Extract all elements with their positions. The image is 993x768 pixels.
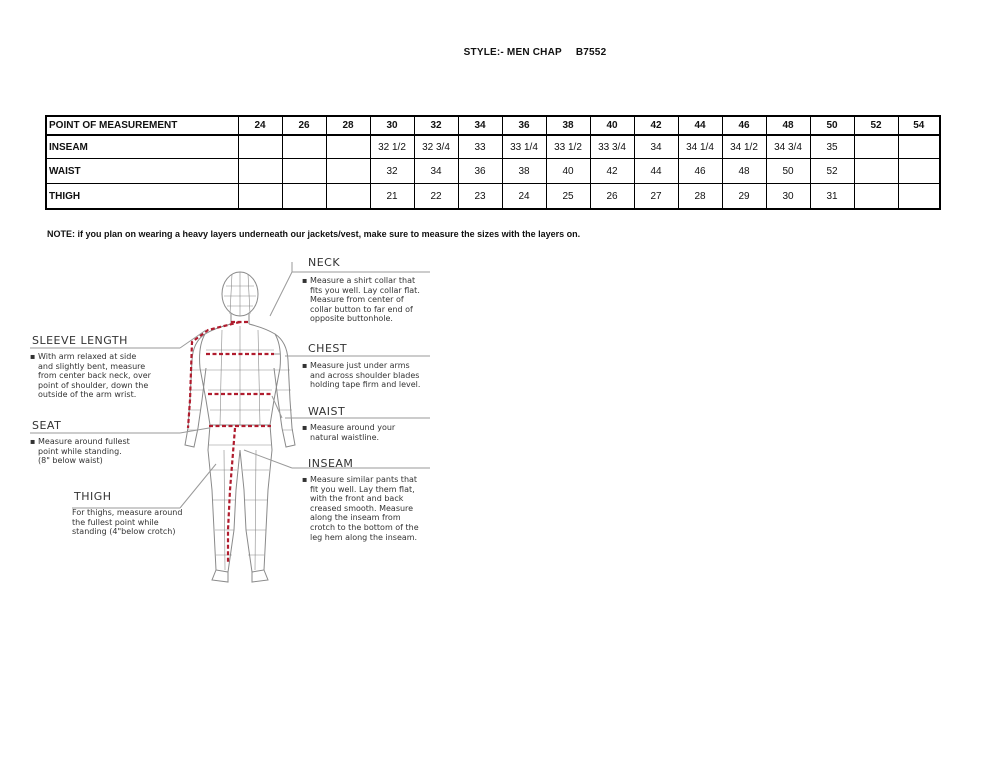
inseam-description: [302, 475, 419, 542]
description-line: [30, 352, 151, 362]
table-cell: 48: [722, 159, 766, 184]
table-cell: 33 3/4: [590, 135, 634, 159]
inseam-heading: INSEAM: [308, 457, 354, 470]
description-text: and across shoulder blades: [310, 370, 420, 380]
table-cell: 34 3/4: [766, 135, 810, 159]
style-label: STYLE:- MEN CHAP: [463, 47, 562, 58]
style-code: B7552: [575, 47, 607, 58]
description-text: with the front and back: [310, 494, 404, 504]
description-line: [302, 380, 420, 390]
header-cell-size-46: 46: [722, 116, 766, 135]
table-cell: 30: [766, 184, 810, 210]
header-cell-size-34: 34: [458, 116, 502, 135]
table-cell: [282, 135, 326, 159]
table-cell: [854, 159, 898, 184]
description-text: along the inseam from: [310, 513, 401, 523]
description-line: [72, 518, 182, 528]
table-cell: 23: [458, 184, 502, 210]
description-line: [302, 361, 420, 371]
table-cell: 24: [502, 184, 546, 210]
description-text: standing (4"below crotch): [72, 527, 176, 537]
table-row: [46, 135, 940, 159]
header-cell-size-44: 44: [678, 116, 722, 135]
description-text: crotch to the bottom of the: [310, 522, 419, 532]
description-text: Measure around fullest: [38, 437, 130, 446]
header-cell-size-32: 32: [414, 116, 458, 135]
description-line: [302, 286, 420, 296]
table-cell: [854, 184, 898, 210]
description-text: point while standing.: [38, 446, 122, 456]
sleeve-length-heading: SLEEVE LENGTH: [32, 334, 128, 347]
header-cell-size-36: 36: [502, 116, 546, 135]
header-cell-size-50: 50: [810, 116, 854, 135]
figure-legs: [208, 425, 272, 572]
row-label: WAIST: [46, 159, 238, 184]
seat-description: [30, 437, 130, 466]
table-cell: 28: [678, 184, 722, 210]
description-text: For thighs, measure around: [72, 508, 183, 517]
table-cell: [326, 135, 370, 159]
table-cell: [238, 184, 282, 210]
row-label: THIGH: [46, 184, 238, 210]
description-text: the fullest point while: [72, 517, 159, 527]
description-text: Measure around your: [310, 423, 396, 432]
table-cell: 21: [370, 184, 414, 210]
header-cell-size-26: 26: [282, 116, 326, 135]
description-text: point of shoulder, down the: [38, 380, 149, 390]
description-text: and slightly bent, measure: [38, 361, 146, 371]
description-line: [302, 494, 419, 504]
table-cell: 44: [634, 159, 678, 184]
description-text: opposite buttonhole.: [310, 314, 393, 324]
table-cell: [326, 159, 370, 184]
header-cell-size-42: 42: [634, 116, 678, 135]
header-cell-size-30: 30: [370, 116, 414, 135]
description-line: [30, 390, 151, 400]
measure-lines: [188, 322, 274, 562]
table-cell: 46: [678, 159, 722, 184]
table-cell: 52: [810, 159, 854, 184]
table-cell: [282, 159, 326, 184]
table-cell: [282, 184, 326, 210]
description-line: [302, 433, 395, 443]
table-cell: 34 1/4: [678, 135, 722, 159]
description-text: collar button to far end of: [310, 304, 413, 314]
header-cell-size-52: 52: [854, 116, 898, 135]
seat-heading: SEAT: [32, 419, 62, 432]
description-line: [30, 381, 151, 391]
waist-heading: WAIST: [308, 405, 346, 418]
table-cell: 32: [370, 159, 414, 184]
table-cell: 42: [590, 159, 634, 184]
description-text: creased smooth. Measure: [310, 503, 414, 513]
table-cell: 50: [766, 159, 810, 184]
table-cell: 33 1/4: [502, 135, 546, 159]
table-cell: [898, 184, 940, 210]
description-text: Measure from center of: [310, 295, 404, 305]
table-cell: [854, 135, 898, 159]
table-cell: 34 1/2: [722, 135, 766, 159]
chest-heading: CHEST: [308, 342, 348, 355]
sleeve-measure-line: [188, 322, 240, 428]
description-line: [72, 508, 182, 518]
table-cell: 36: [458, 159, 502, 184]
description-text: (8" below waist): [38, 456, 103, 466]
description-line: [302, 504, 419, 514]
header-cell-size-48: 48: [766, 116, 810, 135]
chest-description: [302, 361, 420, 390]
table-cell: 33: [458, 135, 502, 159]
table-cell: [898, 159, 940, 184]
description-line: [302, 513, 419, 523]
table-cell: 27: [634, 184, 678, 210]
inseam-measure-line: [228, 428, 235, 562]
description-line: [30, 437, 130, 447]
description-line: [72, 527, 182, 537]
bullet-icon: ▪: [302, 423, 308, 432]
neck-description: [302, 276, 420, 324]
size-chart-table: [45, 115, 941, 210]
table-cell: 38: [502, 159, 546, 184]
table-cell: 32 1/2: [370, 135, 414, 159]
description-text: Measure a shirt collar that: [310, 276, 416, 285]
bullet-icon: ▪: [302, 475, 308, 484]
description-line: [30, 371, 151, 381]
bullet-icon: ▪: [30, 437, 36, 446]
description-line: [302, 305, 420, 315]
description-line: [30, 456, 130, 466]
bullet-icon: ▪: [30, 352, 36, 361]
table-cell: 34: [414, 159, 458, 184]
description-line: [302, 371, 420, 381]
table-cell: 34: [634, 135, 678, 159]
row-label: INSEAM: [46, 135, 238, 159]
description-line: [30, 362, 151, 372]
description-line: [302, 533, 419, 543]
bullet-icon: ▪: [302, 276, 308, 285]
description-text: Measure similar pants that: [310, 475, 418, 484]
description-text: from center back neck, over: [38, 371, 151, 381]
description-line: [302, 314, 420, 324]
bullet-icon: ▪: [302, 361, 308, 370]
table-row: [46, 159, 940, 184]
page-title: [0, 47, 993, 58]
table-cell: [898, 135, 940, 159]
description-text: outside of the arm wrist.: [38, 390, 137, 400]
neck-heading: NECK: [308, 256, 341, 269]
table-cell: 40: [546, 159, 590, 184]
header-cell-size-28: 28: [326, 116, 370, 135]
measurement-guide: [30, 250, 440, 590]
table-cell: [238, 159, 282, 184]
description-line: [30, 447, 130, 457]
table-cell: 29: [722, 184, 766, 210]
header-cell-point-of-measurement: POINT OF MEASUREMENT: [46, 116, 238, 135]
description-text: holding tape firm and level.: [310, 380, 421, 390]
table-cell: [326, 184, 370, 210]
description-text: Measure just under arms: [310, 361, 410, 370]
table-cell: 35: [810, 135, 854, 159]
description-text: leg hem along the inseam.: [310, 532, 418, 542]
description-line: [302, 276, 420, 286]
table-row: [46, 184, 940, 210]
description-line: [302, 423, 395, 433]
waist-description: [302, 423, 395, 442]
thigh-description: [72, 508, 182, 537]
table-cell: 31: [810, 184, 854, 210]
table-cell: 22: [414, 184, 458, 210]
description-line: [302, 475, 419, 485]
header-cell-size-54: 54: [898, 116, 940, 135]
description-text: fits you well. Lay collar flat.: [310, 285, 420, 295]
header-cell-size-24: 24: [238, 116, 282, 135]
table-cell: 25: [546, 184, 590, 210]
table-cell: 32 3/4: [414, 135, 458, 159]
description-line: [302, 295, 420, 305]
description-line: [302, 485, 419, 495]
table-cell: [238, 135, 282, 159]
header-cell-size-38: 38: [546, 116, 590, 135]
table-cell: 33 1/2: [546, 135, 590, 159]
size-chart-header-row: [46, 116, 940, 135]
layering-note: NOTE: if you plan on wearing a heavy layers underneath our jackets/vest, make sure to measure the sizes with the layers on.: [47, 229, 581, 239]
header-cell-size-40: 40: [590, 116, 634, 135]
description-line: [302, 523, 419, 533]
description-text: natural waistline.: [310, 432, 380, 442]
description-text: fit you well. Lay them flat,: [310, 484, 415, 494]
table-cell: 26: [590, 184, 634, 210]
thigh-heading: THIGH: [74, 490, 112, 503]
description-text: With arm relaxed at side: [38, 352, 137, 361]
sleeve-length-description: [30, 352, 151, 400]
